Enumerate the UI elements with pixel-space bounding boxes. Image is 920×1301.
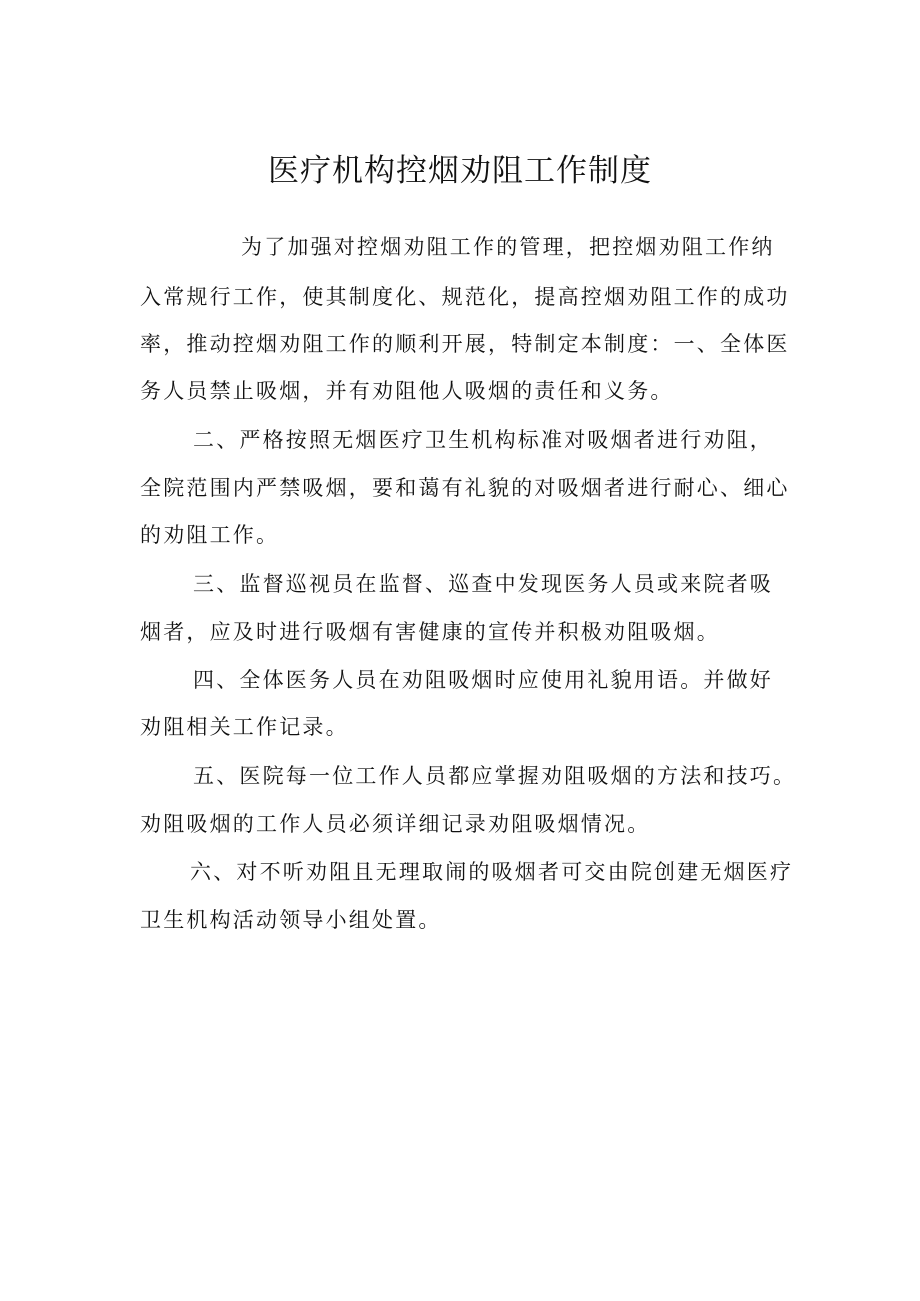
paragraph-line: 五、医院每一位工作人员都应掌握劝阻吸烟的方法和技巧。	[193, 764, 797, 788]
paragraph-line: 为了加强对控烟劝阻工作的管理，把控烟劝阻工作纳	[241, 235, 775, 259]
paragraph-line: 三、监督巡视员在监督、巡查中发现医务人员或来院者吸	[193, 572, 773, 596]
paragraph-line: 全院范围内严禁吸烟，要和蔼有礼貌的对吸烟者进行耐心、细心	[140, 476, 790, 500]
paragraph-line: 入常规行工作，使其制度化、规范化，提高控烟劝阻工作的成功	[140, 285, 790, 309]
paragraph-line: 劝阻吸烟的工作人员必须详细记录劝阻吸烟情况。	[140, 812, 651, 836]
paragraph-line: 六、对不听劝阻且无理取闹的吸烟者可交由院创建无烟医疗	[190, 860, 794, 884]
document-title: 医疗机构控烟劝阻工作制度	[268, 153, 652, 189]
paragraph-line: 二、严格按照无烟医疗卫生机构标准对吸烟者进行劝阻，	[193, 428, 773, 452]
paragraph-line: 率，推动控烟劝阻工作的顺利开展，特制定本制度：一、全体医	[140, 332, 790, 356]
paragraph-line: 的劝阻工作。	[140, 523, 280, 547]
paragraph-line: 烟者，应及时进行吸烟有害健康的宣传并积极劝阻吸烟。	[140, 620, 720, 644]
paragraph-line: 劝阻相关工作记录。	[140, 715, 349, 739]
paragraph-line: 四、全体医务人员在劝阻吸烟时应使用礼貌用语。并做好	[193, 668, 773, 692]
paragraph-line: 务人员禁止吸烟，并有劝阻他人吸烟的责任和义务。	[140, 379, 674, 403]
paragraph-line: 卫生机构活动领导小组处置。	[140, 908, 442, 932]
